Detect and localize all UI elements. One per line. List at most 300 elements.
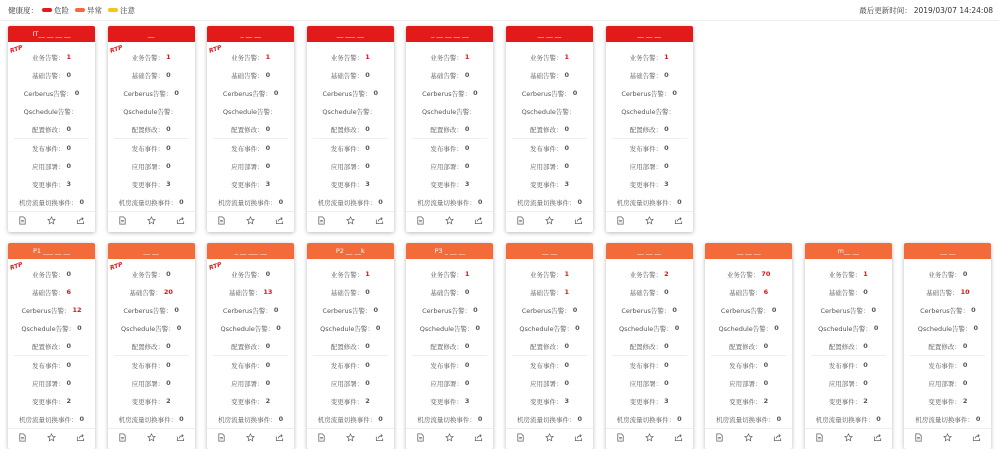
metric-row-app-deploy[interactable] bbox=[805, 374, 892, 392]
metric-value: 0 bbox=[464, 125, 470, 133]
metric-row-qschedule-alarm[interactable] bbox=[406, 319, 493, 337]
metric-row-traffic-switch[interactable] bbox=[108, 193, 195, 211]
share-icon[interactable] bbox=[76, 433, 85, 445]
metric-row-change-event[interactable] bbox=[207, 392, 294, 410]
metric-row-app-deploy[interactable] bbox=[8, 374, 95, 392]
metric-row-basic-alarm[interactable] bbox=[904, 283, 991, 301]
share-icon[interactable] bbox=[275, 433, 284, 445]
metric-row-release-event[interactable] bbox=[207, 139, 294, 157]
metric-row-business-alarm[interactable] bbox=[805, 265, 892, 283]
card-title: _ __ __ __ __ bbox=[431, 30, 469, 38]
metric-value: 2 bbox=[664, 270, 669, 278]
metric-row-change-event[interactable] bbox=[606, 392, 693, 410]
metric-row-change-event[interactable] bbox=[506, 175, 593, 193]
metric-row-config-change[interactable] bbox=[506, 120, 593, 138]
service-card[interactable] bbox=[207, 26, 294, 232]
metric-label: 业务告警： bbox=[31, 53, 65, 62]
metric-row-cerberus-alarm[interactable] bbox=[207, 301, 294, 319]
service-card[interactable] bbox=[506, 243, 593, 449]
metric-value: 0 bbox=[871, 306, 877, 314]
document-icon[interactable] bbox=[217, 433, 226, 445]
metric-row-basic-alarm[interactable] bbox=[307, 66, 394, 84]
metric-row-app-deploy[interactable] bbox=[207, 157, 294, 175]
metric-row-config-change[interactable] bbox=[705, 337, 792, 355]
card-actions bbox=[108, 428, 195, 449]
metric-label: 机房流量切换事件： bbox=[915, 415, 974, 424]
metric-row-config-change[interactable] bbox=[406, 337, 493, 355]
metric-row-release-event[interactable] bbox=[904, 356, 991, 374]
metric-row-traffic-switch[interactable] bbox=[406, 193, 493, 211]
metric-value: 0 bbox=[77, 324, 82, 332]
share-icon[interactable] bbox=[176, 216, 185, 228]
metric-row-qschedule-alarm[interactable] bbox=[207, 319, 294, 337]
card-actions bbox=[207, 211, 294, 232]
metric-row-qschedule-alarm[interactable] bbox=[506, 319, 593, 337]
metric-row-traffic-switch[interactable] bbox=[904, 410, 991, 428]
star-icon[interactable] bbox=[844, 433, 853, 445]
metric-row-basic-alarm[interactable] bbox=[207, 66, 294, 84]
metric-value: 0 bbox=[473, 306, 478, 314]
metric-row-release-event[interactable] bbox=[207, 356, 294, 374]
card-header[interactable] bbox=[805, 243, 892, 259]
metric-value: 0 bbox=[776, 415, 782, 423]
metric-value: 0 bbox=[975, 415, 981, 423]
document-icon[interactable] bbox=[118, 216, 127, 228]
star-icon[interactable] bbox=[346, 433, 355, 445]
service-card[interactable] bbox=[606, 26, 693, 232]
metric-row-traffic-switch[interactable] bbox=[307, 410, 394, 428]
metric-row-qschedule-alarm[interactable] bbox=[8, 319, 95, 337]
metric-row-config-change[interactable] bbox=[406, 120, 493, 138]
metric-row-config-change[interactable] bbox=[307, 337, 394, 355]
card-header[interactable] bbox=[8, 26, 95, 42]
metric-row-config-change[interactable] bbox=[207, 337, 294, 355]
metric-row-traffic-switch[interactable] bbox=[506, 410, 593, 428]
metric-label: 业务告警： bbox=[231, 53, 264, 62]
metric-row-business-alarm[interactable] bbox=[606, 265, 693, 283]
share-icon[interactable] bbox=[375, 433, 384, 445]
metric-row-release-event[interactable] bbox=[406, 356, 493, 374]
card-header[interactable] bbox=[406, 243, 493, 259]
metric-label: 机房流量切换事件： bbox=[716, 415, 775, 424]
metric-row-basic-alarm[interactable] bbox=[606, 283, 693, 301]
metric-row-cerberus-alarm[interactable] bbox=[108, 84, 195, 102]
metric-label: Cerberus告警： bbox=[123, 306, 173, 315]
document-icon[interactable] bbox=[616, 433, 625, 445]
metric-label: Cerberus告警： bbox=[621, 306, 671, 315]
metric-value: 0 bbox=[973, 324, 979, 332]
metric-row-cerberus-alarm[interactable] bbox=[406, 301, 493, 319]
metric-row-basic-alarm[interactable] bbox=[307, 283, 394, 301]
metric-row-config-change[interactable] bbox=[8, 337, 95, 355]
metric-value: 0 bbox=[464, 288, 470, 296]
metric-row-cerberus-alarm[interactable] bbox=[506, 301, 593, 319]
metric-row-business-alarm[interactable] bbox=[606, 48, 693, 66]
metric-value: 0 bbox=[66, 144, 72, 152]
metric-label: 变更事件： bbox=[31, 397, 65, 406]
card-title: m__ __ bbox=[837, 247, 859, 255]
metric-row-qschedule-alarm[interactable] bbox=[705, 319, 792, 337]
metric-row-change-event[interactable] bbox=[8, 392, 95, 410]
metric-row-change-event[interactable] bbox=[506, 392, 593, 410]
metric-row-release-event[interactable] bbox=[805, 356, 892, 374]
star-icon[interactable] bbox=[346, 216, 355, 228]
metric-value: 20 bbox=[163, 288, 173, 296]
metric-value: 0 bbox=[66, 162, 72, 170]
share-icon[interactable] bbox=[474, 433, 483, 445]
document-icon[interactable] bbox=[914, 433, 923, 445]
star-icon[interactable] bbox=[147, 433, 156, 445]
metric-row-change-event[interactable] bbox=[207, 175, 294, 193]
card-header[interactable] bbox=[108, 243, 195, 259]
metric-row-qschedule-alarm[interactable] bbox=[108, 102, 195, 120]
metric-row-config-change[interactable] bbox=[207, 120, 294, 138]
metric-row-change-event[interactable] bbox=[606, 175, 693, 193]
document-icon[interactable] bbox=[516, 433, 525, 445]
metric-row-cerberus-alarm[interactable] bbox=[805, 301, 892, 319]
metric-value: 0 bbox=[365, 288, 370, 296]
metric-row-change-event[interactable] bbox=[108, 175, 195, 193]
metric-row-change-event[interactable] bbox=[108, 392, 195, 410]
metric-value: 0 bbox=[365, 379, 370, 387]
card-actions bbox=[506, 211, 593, 232]
share-icon[interactable] bbox=[76, 216, 85, 228]
metric-row-traffic-switch[interactable] bbox=[307, 193, 394, 211]
share-icon[interactable] bbox=[275, 216, 284, 228]
metric-row-business-alarm[interactable] bbox=[307, 265, 394, 283]
metric-row-app-deploy[interactable] bbox=[406, 157, 493, 175]
metric-row-cerberus-alarm[interactable] bbox=[108, 301, 195, 319]
card-header[interactable] bbox=[8, 243, 95, 259]
metric-row-change-event[interactable] bbox=[805, 392, 892, 410]
metric-value: 0 bbox=[763, 361, 769, 369]
document-icon[interactable] bbox=[815, 433, 824, 445]
metric-label: 应用部署： bbox=[529, 162, 563, 171]
metric-row-cerberus-alarm[interactable] bbox=[406, 84, 493, 102]
metric-value: 0 bbox=[475, 324, 481, 332]
metric-value: 0 bbox=[365, 162, 370, 170]
metric-row-app-deploy[interactable] bbox=[307, 157, 394, 175]
metric-row-config-change[interactable] bbox=[108, 120, 195, 138]
card-header[interactable] bbox=[705, 243, 792, 259]
metric-value: 2 bbox=[863, 397, 868, 405]
metric-row-basic-alarm[interactable] bbox=[8, 66, 95, 84]
metric-row-traffic-switch[interactable] bbox=[606, 193, 693, 211]
metric-value: 2 bbox=[763, 397, 769, 405]
star-icon[interactable] bbox=[645, 433, 654, 445]
metric-label: 应用部署： bbox=[430, 162, 463, 171]
metric-value: 0 bbox=[179, 415, 184, 423]
metric-row-basic-alarm[interactable] bbox=[805, 283, 892, 301]
metric-row-change-event[interactable] bbox=[904, 392, 991, 410]
metric-row-business-alarm[interactable] bbox=[506, 48, 593, 66]
document-icon[interactable] bbox=[317, 433, 326, 445]
star-icon[interactable] bbox=[943, 433, 952, 445]
metric-row-app-deploy[interactable] bbox=[506, 374, 593, 392]
metric-value: 0 bbox=[971, 306, 976, 314]
metric-label: 发布事件： bbox=[629, 361, 663, 370]
card-title: _ __ __ bbox=[240, 30, 261, 38]
metric-value: 0 bbox=[66, 125, 72, 133]
metric-value: 0 bbox=[378, 415, 383, 423]
card-header[interactable] bbox=[904, 243, 991, 259]
metric-row-basic-alarm[interactable] bbox=[108, 283, 195, 301]
metric-label: 机房流量切换事件： bbox=[218, 198, 277, 207]
metric-row-qschedule-alarm[interactable] bbox=[904, 319, 991, 337]
metric-label: 机房流量切换事件： bbox=[616, 415, 676, 424]
service-card[interactable] bbox=[108, 26, 195, 232]
metric-row-traffic-switch[interactable] bbox=[108, 410, 195, 428]
metric-row-change-event[interactable] bbox=[406, 392, 493, 410]
metric-row-basic-alarm[interactable] bbox=[506, 283, 593, 301]
metric-row-app-deploy[interactable] bbox=[307, 374, 394, 392]
card-header[interactable] bbox=[506, 243, 593, 259]
metric-label: 基础告警： bbox=[729, 288, 762, 297]
card-header[interactable] bbox=[307, 243, 394, 259]
metric-row-change-event[interactable] bbox=[705, 392, 792, 410]
metric-value: 0 bbox=[179, 198, 184, 206]
share-icon[interactable] bbox=[574, 216, 583, 228]
metric-row-qschedule-alarm[interactable] bbox=[606, 102, 693, 120]
card-header[interactable] bbox=[108, 26, 195, 42]
service-card[interactable] bbox=[904, 243, 991, 449]
metric-row-config-change[interactable] bbox=[904, 337, 991, 355]
star-icon[interactable] bbox=[545, 216, 554, 228]
card-title: __ bbox=[147, 30, 155, 38]
metric-row-config-change[interactable] bbox=[506, 337, 593, 355]
metric-label: Qschedule告警： bbox=[21, 324, 76, 333]
card-actions bbox=[108, 211, 195, 232]
metric-row-basic-alarm[interactable] bbox=[207, 283, 294, 301]
metric-row-release-event[interactable] bbox=[8, 139, 95, 157]
metric-label: 变更事件： bbox=[529, 180, 563, 189]
metric-row-traffic-switch[interactable] bbox=[506, 193, 593, 211]
card-header[interactable] bbox=[207, 243, 294, 259]
document-icon[interactable] bbox=[118, 433, 127, 445]
service-card[interactable] bbox=[705, 243, 792, 449]
share-icon[interactable] bbox=[176, 433, 185, 445]
share-icon[interactable] bbox=[674, 433, 683, 445]
metric-row-app-deploy[interactable] bbox=[108, 157, 195, 175]
document-icon[interactable] bbox=[416, 433, 425, 445]
metric-row-basic-alarm[interactable] bbox=[406, 283, 493, 301]
metric-row-change-event[interactable] bbox=[307, 175, 394, 193]
share-icon[interactable] bbox=[574, 433, 583, 445]
share-icon[interactable] bbox=[674, 216, 683, 228]
metric-value: 1 bbox=[564, 270, 570, 278]
metric-label: 发布事件： bbox=[330, 144, 364, 153]
metric-row-release-event[interactable] bbox=[606, 356, 693, 374]
metric-label: 机房流量切换事件： bbox=[18, 415, 78, 424]
card-header[interactable] bbox=[606, 243, 693, 259]
metric-row-traffic-switch[interactable] bbox=[8, 410, 95, 428]
document-icon[interactable] bbox=[516, 216, 525, 228]
metric-row-change-event[interactable] bbox=[8, 175, 95, 193]
metric-row-business-alarm[interactable] bbox=[705, 265, 792, 283]
metric-value: 0 bbox=[763, 379, 769, 387]
metric-label: 配置修改： bbox=[231, 342, 264, 351]
metric-row-release-event[interactable] bbox=[108, 139, 195, 157]
metric-row-cerberus-alarm[interactable] bbox=[904, 301, 991, 319]
metric-label: 变更事件： bbox=[31, 180, 65, 189]
metric-value: 0 bbox=[166, 162, 171, 170]
service-card[interactable] bbox=[805, 243, 892, 449]
metric-value: 0 bbox=[74, 89, 80, 97]
metric-row-app-deploy[interactable] bbox=[406, 374, 493, 392]
star-icon[interactable] bbox=[246, 216, 255, 228]
metric-row-release-event[interactable] bbox=[8, 356, 95, 374]
metric-row-qschedule-alarm[interactable] bbox=[108, 319, 195, 337]
service-card[interactable] bbox=[506, 26, 593, 232]
metric-row-app-deploy[interactable] bbox=[904, 374, 991, 392]
metric-row-traffic-switch[interactable] bbox=[406, 410, 493, 428]
metric-row-basic-alarm[interactable] bbox=[108, 66, 195, 84]
service-card[interactable] bbox=[8, 26, 95, 232]
star-icon[interactable] bbox=[545, 433, 554, 445]
metric-row-basic-alarm[interactable] bbox=[606, 66, 693, 84]
share-icon[interactable] bbox=[873, 433, 882, 445]
metric-row-release-event[interactable] bbox=[406, 139, 493, 157]
star-icon[interactable] bbox=[645, 216, 654, 228]
metric-row-traffic-switch[interactable] bbox=[805, 410, 892, 428]
share-icon[interactable] bbox=[972, 433, 981, 445]
card-header[interactable] bbox=[307, 26, 394, 42]
metric-row-business-alarm[interactable] bbox=[506, 265, 593, 283]
metric-row-qschedule-alarm[interactable] bbox=[8, 102, 95, 120]
metric-row-qschedule-alarm[interactable] bbox=[606, 319, 693, 337]
star-icon[interactable] bbox=[445, 216, 454, 228]
metric-row-qschedule-alarm[interactable] bbox=[307, 102, 394, 120]
metric-row-basic-alarm[interactable] bbox=[506, 66, 593, 84]
document-icon[interactable] bbox=[416, 216, 425, 228]
metric-row-traffic-switch[interactable] bbox=[705, 410, 792, 428]
card-header[interactable] bbox=[506, 26, 593, 42]
share-icon[interactable] bbox=[773, 433, 782, 445]
metric-row-qschedule-alarm[interactable] bbox=[805, 319, 892, 337]
card-title: __ __ bbox=[940, 247, 956, 255]
metric-value: 0 bbox=[273, 306, 279, 314]
document-icon[interactable] bbox=[217, 216, 226, 228]
metric-row-traffic-switch[interactable] bbox=[8, 193, 95, 211]
star-icon[interactable] bbox=[147, 216, 156, 228]
share-icon[interactable] bbox=[375, 216, 384, 228]
metric-row-cerberus-alarm[interactable] bbox=[506, 84, 593, 102]
metric-row-release-event[interactable] bbox=[606, 139, 693, 157]
metric-label: 业务告警： bbox=[629, 53, 663, 62]
service-card[interactable] bbox=[307, 243, 394, 449]
document-icon[interactable] bbox=[317, 216, 326, 228]
metric-row-basic-alarm[interactable] bbox=[705, 283, 792, 301]
card-header[interactable] bbox=[606, 26, 693, 42]
star-icon[interactable] bbox=[445, 433, 454, 445]
metric-row-cerberus-alarm[interactable] bbox=[307, 301, 394, 319]
metric-row-app-deploy[interactable] bbox=[506, 157, 593, 175]
service-card[interactable] bbox=[108, 243, 195, 449]
metric-row-config-change[interactable] bbox=[307, 120, 394, 138]
metric-row-app-deploy[interactable] bbox=[207, 374, 294, 392]
metric-row-release-event[interactable] bbox=[506, 356, 593, 374]
share-icon[interactable] bbox=[474, 216, 483, 228]
metric-row-cerberus-alarm[interactable] bbox=[606, 84, 693, 102]
metric-row-config-change[interactable] bbox=[606, 120, 693, 138]
service-card[interactable] bbox=[606, 243, 693, 449]
metric-row-release-event[interactable] bbox=[705, 356, 792, 374]
metric-value: 1 bbox=[464, 53, 470, 61]
metric-row-release-event[interactable] bbox=[108, 356, 195, 374]
service-card[interactable] bbox=[207, 243, 294, 449]
metric-row-config-change[interactable] bbox=[606, 337, 693, 355]
metric-row-traffic-switch[interactable] bbox=[207, 410, 294, 428]
metric-row-release-event[interactable] bbox=[307, 139, 394, 157]
card-actions bbox=[406, 211, 493, 232]
metric-row-traffic-switch[interactable] bbox=[606, 410, 693, 428]
metric-row-app-deploy[interactable] bbox=[705, 374, 792, 392]
service-card[interactable] bbox=[406, 26, 493, 232]
metric-row-change-event[interactable] bbox=[406, 175, 493, 193]
metric-row-app-deploy[interactable] bbox=[108, 374, 195, 392]
metric-row-business-alarm[interactable] bbox=[904, 265, 991, 283]
metric-row-qschedule-alarm[interactable] bbox=[406, 102, 493, 120]
metric-row-business-alarm[interactable] bbox=[307, 48, 394, 66]
metric-label: Qschedule告警： bbox=[519, 324, 574, 333]
metric-row-business-alarm[interactable] bbox=[406, 265, 493, 283]
metric-row-config-change[interactable] bbox=[8, 120, 95, 138]
metric-value: 0 bbox=[677, 198, 682, 206]
star-icon[interactable] bbox=[47, 216, 56, 228]
metric-row-config-change[interactable] bbox=[108, 337, 195, 355]
metric-row-qschedule-alarm[interactable] bbox=[307, 319, 394, 337]
metric-row-cerberus-alarm[interactable] bbox=[307, 84, 394, 102]
metric-row-cerberus-alarm[interactable] bbox=[606, 301, 693, 319]
metric-label: 变更事件： bbox=[231, 180, 264, 189]
metric-row-cerberus-alarm[interactable] bbox=[8, 301, 95, 319]
metric-row-qschedule-alarm[interactable] bbox=[506, 102, 593, 120]
metric-label: 机房流量切换事件： bbox=[417, 415, 476, 424]
document-icon[interactable] bbox=[18, 433, 27, 445]
card-header[interactable] bbox=[207, 26, 294, 42]
metric-row-config-change[interactable] bbox=[805, 337, 892, 355]
metric-row-qschedule-alarm[interactable] bbox=[207, 102, 294, 120]
metric-row-release-event[interactable] bbox=[307, 356, 394, 374]
metric-row-cerberus-alarm[interactable] bbox=[705, 301, 792, 319]
metric-row-cerberus-alarm[interactable] bbox=[207, 84, 294, 102]
metric-row-basic-alarm[interactable] bbox=[406, 66, 493, 84]
metric-row-app-deploy[interactable] bbox=[606, 157, 693, 175]
service-card[interactable] bbox=[406, 243, 493, 449]
metric-row-app-deploy[interactable] bbox=[606, 374, 693, 392]
document-icon[interactable] bbox=[616, 216, 625, 228]
metric-row-change-event[interactable] bbox=[307, 392, 394, 410]
metric-row-basic-alarm[interactable] bbox=[8, 283, 95, 301]
metric-value: 2 bbox=[166, 397, 171, 405]
metric-row-business-alarm[interactable] bbox=[406, 48, 493, 66]
metric-row-release-event[interactable] bbox=[506, 139, 593, 157]
star-icon[interactable] bbox=[47, 433, 56, 445]
metric-row-cerberus-alarm[interactable] bbox=[8, 84, 95, 102]
document-icon[interactable] bbox=[18, 216, 27, 228]
metric-row-traffic-switch[interactable] bbox=[207, 193, 294, 211]
star-icon[interactable] bbox=[246, 433, 255, 445]
metric-row-app-deploy[interactable] bbox=[8, 157, 95, 175]
service-card[interactable] bbox=[8, 243, 95, 449]
star-icon[interactable] bbox=[744, 433, 753, 445]
metric-value: 0 bbox=[473, 89, 478, 97]
metric-label: Cerberus告警： bbox=[820, 306, 870, 315]
service-card[interactable] bbox=[307, 26, 394, 232]
metric-label: 应用部署： bbox=[231, 162, 264, 171]
card-header[interactable] bbox=[406, 26, 493, 42]
document-icon[interactable] bbox=[715, 433, 724, 445]
